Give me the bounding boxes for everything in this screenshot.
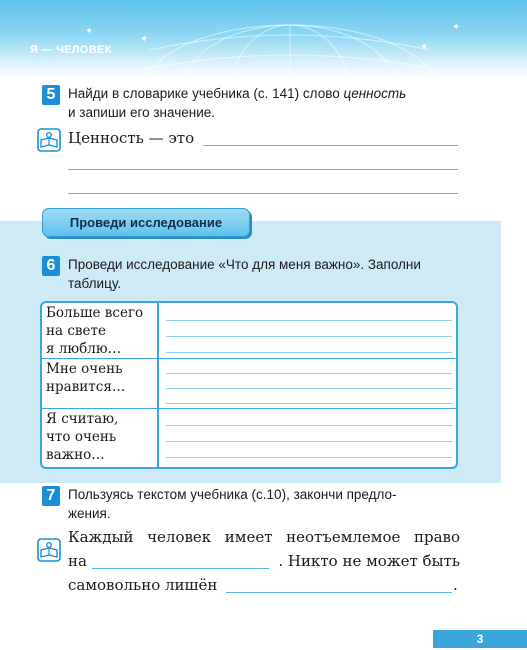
row-label-line: Мне очень	[46, 361, 123, 377]
table-answer-line[interactable]	[166, 320, 452, 321]
research-label: Проведи исследование	[42, 208, 250, 237]
star-icon: ✦	[85, 26, 94, 37]
table-row-label	[42, 409, 159, 467]
table-answer-line[interactable]	[166, 425, 452, 426]
answer-line[interactable]	[68, 169, 458, 170]
header-band	[0, 0, 527, 78]
task7-sentence-line1: Каждый человек имеет неотъемлемое право	[68, 528, 460, 546]
task5-line1-text: Найди в словарике учебника (с. 141) слово	[68, 86, 344, 101]
task5-line2-text: и запиши его значение.	[68, 105, 216, 120]
table-row-label	[42, 303, 159, 358]
task7-sentence-line2-start: на	[68, 552, 87, 570]
task7-instruction	[68, 485, 488, 523]
section-title: Я — ЧЕЛОВЕК	[30, 44, 112, 56]
task7-sentence-line3-end: .	[453, 576, 458, 594]
table-answer-line[interactable]	[166, 336, 452, 337]
row-label-line: что очень	[46, 429, 117, 445]
answer-line[interactable]	[68, 193, 458, 194]
answer-line[interactable]	[92, 568, 269, 569]
table-row	[42, 409, 456, 467]
row-label-line: нравится…	[46, 379, 126, 395]
table-answer-line[interactable]	[166, 457, 452, 458]
row-label-line: важно…	[46, 447, 105, 463]
row-label-line: Я считаю,	[46, 411, 119, 427]
page-number: 3	[433, 630, 527, 648]
table-row	[42, 303, 456, 359]
task6-line1-text: Проведи исследование «Что для меня важно». Заполни	[68, 257, 421, 272]
star-icon: ✦	[420, 42, 429, 53]
table-answer-line[interactable]	[166, 441, 452, 442]
row-label-line: я люблю…	[46, 341, 122, 357]
star-icon: ✦	[140, 34, 149, 45]
task5-instruction	[68, 84, 488, 122]
research-table	[40, 301, 458, 469]
row-label-line: Больше всего	[46, 305, 144, 321]
task7-line2-text: жения.	[68, 506, 111, 521]
table-answer-line[interactable]	[166, 388, 452, 389]
task7-line1-text: Пользуясь текстом учебника (с.10), закончи предло-	[68, 487, 397, 502]
task-number-badge: 7	[42, 486, 60, 506]
task5-keyword: ценность	[343, 86, 407, 101]
star-icon: ✦	[452, 22, 461, 33]
globe-decoration	[0, 0, 527, 78]
table-answer-line[interactable]	[166, 373, 452, 374]
task6-instruction	[68, 255, 488, 293]
row-label-line: на свете	[46, 323, 106, 339]
book-reading-icon	[37, 538, 61, 562]
task-number-badge: 6	[42, 256, 60, 276]
task5-answer-prompt: Ценность — это	[68, 129, 195, 147]
task6-line2-text: таблицу.	[68, 276, 121, 291]
book-reading-icon	[37, 128, 61, 152]
task-number-badge: 5	[42, 85, 60, 105]
answer-line[interactable]	[203, 145, 458, 146]
task7-sentence-line3-start: самовольно лишён	[68, 576, 218, 594]
table-answer-line[interactable]	[166, 352, 452, 353]
table-answer-line[interactable]	[166, 403, 452, 404]
task7-sentence-line2-end: . Никто не может быть	[278, 552, 460, 570]
table-row	[42, 359, 456, 409]
answer-line[interactable]	[226, 592, 452, 593]
table-row-label	[42, 359, 159, 408]
